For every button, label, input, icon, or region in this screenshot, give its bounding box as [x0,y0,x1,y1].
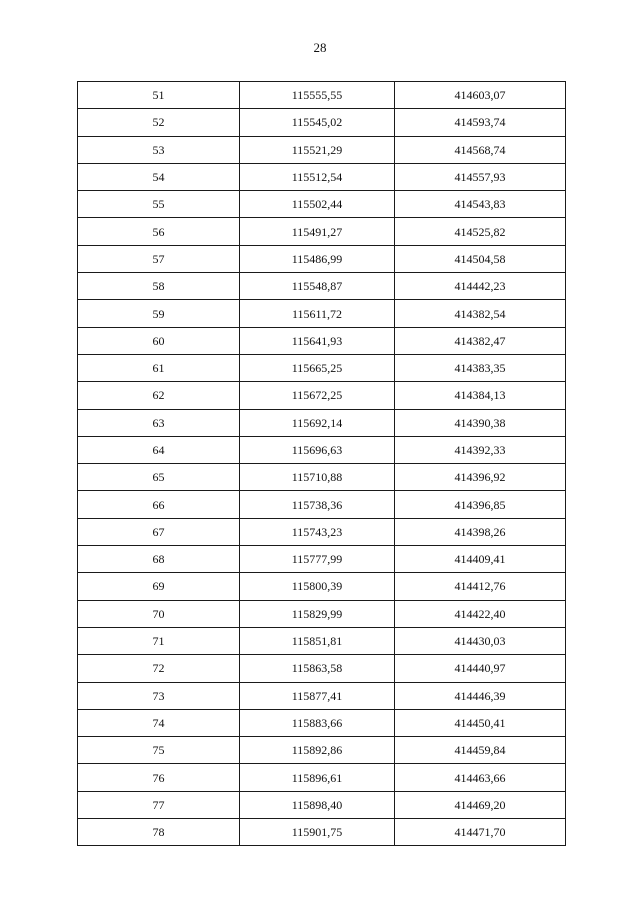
point-number-cell: 61 [78,354,240,381]
table-row [78,709,566,736]
x-coordinate-cell: 115898,40 [240,791,395,818]
point-number-cell: 76 [78,764,240,791]
table-row [78,518,566,545]
table-row [78,764,566,791]
y-coordinate-cell: 414396,85 [395,491,566,518]
point-number-cell: 70 [78,600,240,627]
table-row [78,464,566,491]
x-coordinate-cell: 115710,88 [240,464,395,491]
x-coordinate-cell: 115641,93 [240,327,395,354]
y-coordinate-cell: 414412,76 [395,573,566,600]
y-coordinate-cell: 414459,84 [395,737,566,764]
table-row [78,436,566,463]
y-coordinate-cell: 414471,70 [395,819,566,846]
x-coordinate-cell: 115491,27 [240,218,395,245]
x-coordinate-cell: 115672,25 [240,382,395,409]
table-row [78,409,566,436]
x-coordinate-cell: 115883,66 [240,709,395,736]
table-row [78,737,566,764]
x-coordinate-cell: 115901,75 [240,819,395,846]
point-number-cell: 78 [78,819,240,846]
x-coordinate-cell: 115502,44 [240,191,395,218]
point-number-cell: 69 [78,573,240,600]
table-row [78,682,566,709]
table-row [78,791,566,818]
point-number-cell: 71 [78,627,240,654]
table-row [78,327,566,354]
point-number-cell: 74 [78,709,240,736]
table-row [78,819,566,846]
y-coordinate-cell: 414390,38 [395,409,566,436]
x-coordinate-cell: 115738,36 [240,491,395,518]
y-coordinate-cell: 414504,58 [395,245,566,272]
y-coordinate-cell: 414409,41 [395,546,566,573]
y-coordinate-cell: 414469,20 [395,791,566,818]
y-coordinate-cell: 414525,82 [395,218,566,245]
point-number-cell: 60 [78,327,240,354]
point-number-cell: 63 [78,409,240,436]
table-row [78,600,566,627]
x-coordinate-cell: 115555,55 [240,82,395,109]
x-coordinate-cell: 115877,41 [240,682,395,709]
y-coordinate-cell: 414543,83 [395,191,566,218]
x-coordinate-cell: 115611,72 [240,300,395,327]
point-number-cell: 56 [78,218,240,245]
y-coordinate-cell: 414383,35 [395,354,566,381]
table-row [78,491,566,518]
y-coordinate-cell: 414422,40 [395,600,566,627]
y-coordinate-cell: 414392,33 [395,436,566,463]
y-coordinate-cell: 414382,47 [395,327,566,354]
y-coordinate-cell: 414384,13 [395,382,566,409]
x-coordinate-cell: 115892,86 [240,737,395,764]
x-coordinate-cell: 115743,23 [240,518,395,545]
x-coordinate-cell: 115863,58 [240,655,395,682]
x-coordinate-cell: 115486,99 [240,245,395,272]
x-coordinate-cell: 115512,54 [240,163,395,190]
point-number-cell: 73 [78,682,240,709]
y-coordinate-cell: 414568,74 [395,136,566,163]
y-coordinate-cell: 414603,07 [395,82,566,109]
table-row [78,273,566,300]
table-row [78,546,566,573]
table-row [78,382,566,409]
table-row [78,163,566,190]
table-row [78,218,566,245]
point-number-cell: 51 [78,82,240,109]
table-row [78,82,566,109]
table-row [78,191,566,218]
point-number-cell: 54 [78,163,240,190]
point-number-cell: 53 [78,136,240,163]
point-number-cell: 65 [78,464,240,491]
x-coordinate-cell: 115548,87 [240,273,395,300]
point-number-cell: 75 [78,737,240,764]
coordinates-table [77,81,566,846]
page-number: 28 [313,40,327,55]
point-number-cell: 66 [78,491,240,518]
table-row [78,573,566,600]
x-coordinate-cell: 115777,99 [240,546,395,573]
table-row [78,655,566,682]
table-row [78,136,566,163]
x-coordinate-cell: 115521,29 [240,136,395,163]
table-row [78,627,566,654]
y-coordinate-cell: 414398,26 [395,518,566,545]
table-body [78,82,566,846]
y-coordinate-cell: 414557,93 [395,163,566,190]
x-coordinate-cell: 115800,39 [240,573,395,600]
x-coordinate-cell: 115851,81 [240,627,395,654]
x-coordinate-cell: 115665,25 [240,354,395,381]
point-number-cell: 77 [78,791,240,818]
x-coordinate-cell: 115896,61 [240,764,395,791]
table-row [78,300,566,327]
x-coordinate-cell: 115696,63 [240,436,395,463]
y-coordinate-cell: 414396,92 [395,464,566,491]
point-number-cell: 72 [78,655,240,682]
y-coordinate-cell: 414446,39 [395,682,566,709]
y-coordinate-cell: 414440,97 [395,655,566,682]
point-number-cell: 55 [78,191,240,218]
table-row [78,354,566,381]
point-number-cell: 57 [78,245,240,272]
y-coordinate-cell: 414593,74 [395,109,566,136]
y-coordinate-cell: 414463,66 [395,764,566,791]
point-number-cell: 68 [78,546,240,573]
table-row [78,245,566,272]
point-number-cell: 52 [78,109,240,136]
point-number-cell: 58 [78,273,240,300]
table-row [78,109,566,136]
point-number-cell: 67 [78,518,240,545]
y-coordinate-cell: 414450,41 [395,709,566,736]
y-coordinate-cell: 414430,03 [395,627,566,654]
x-coordinate-cell: 115692,14 [240,409,395,436]
point-number-cell: 62 [78,382,240,409]
point-number-cell: 64 [78,436,240,463]
x-coordinate-cell: 115545,02 [240,109,395,136]
point-number-cell: 59 [78,300,240,327]
y-coordinate-cell: 414382,54 [395,300,566,327]
y-coordinate-cell: 414442,23 [395,273,566,300]
x-coordinate-cell: 115829,99 [240,600,395,627]
